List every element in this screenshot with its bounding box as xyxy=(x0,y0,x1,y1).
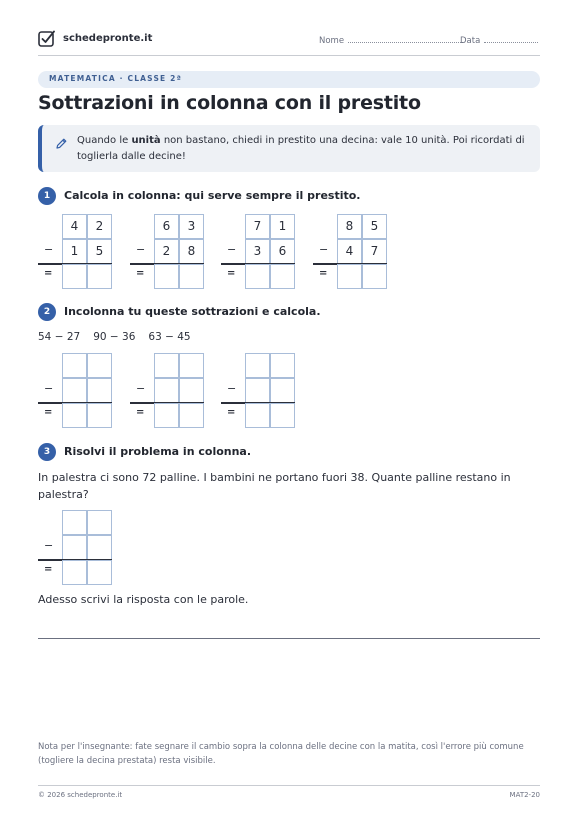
brand-name: schedepronte.it xyxy=(63,33,153,44)
date-line[interactable] xyxy=(484,35,538,43)
bottom-units-cell[interactable] xyxy=(270,378,295,403)
section-title: Calcola in colonna: qui serve sempre il prestito. xyxy=(64,189,361,202)
section-number: 1 xyxy=(38,187,56,205)
column-subtraction xyxy=(221,214,295,289)
minus-sign: − xyxy=(319,243,329,256)
bottom-units-cell[interactable] xyxy=(87,535,112,560)
answer-units-cell[interactable] xyxy=(179,403,204,428)
tip-box xyxy=(38,125,540,172)
equals-sign: = xyxy=(319,268,328,279)
answer-units-cell[interactable] xyxy=(362,264,387,289)
section-number: 2 xyxy=(38,303,56,321)
answer-tens-cell[interactable] xyxy=(154,264,179,289)
top-units-cell[interactable] xyxy=(87,510,112,535)
bottom-units: 6 xyxy=(270,239,295,264)
top-units-cell[interactable] xyxy=(179,353,204,378)
page-title: Sottrazioni in colonna con il prestito xyxy=(38,92,421,114)
minus-sign: − xyxy=(227,243,237,256)
bottom-units-cell[interactable] xyxy=(179,378,204,403)
operation: 54 − 27 xyxy=(38,331,81,343)
bottom-units: 5 xyxy=(87,239,112,264)
column-subtraction xyxy=(38,214,112,289)
minus-sign: − xyxy=(44,382,54,395)
section-title: Incolonna tu queste sottrazioni e calcola. xyxy=(64,305,321,318)
top-tens: 8 xyxy=(337,214,362,239)
operation: 90 − 36 xyxy=(93,331,136,343)
top-tens: 7 xyxy=(245,214,270,239)
answer-tens-cell[interactable] xyxy=(154,403,179,428)
operation: 63 − 45 xyxy=(148,331,191,343)
top-units: 1 xyxy=(270,214,295,239)
bottom-tens-cell[interactable] xyxy=(154,378,179,403)
bottom-units-cell[interactable] xyxy=(87,378,112,403)
answer-units-cell[interactable] xyxy=(87,264,112,289)
subject-tag xyxy=(38,71,540,88)
answer-tens-cell[interactable] xyxy=(245,264,270,289)
top-tens: 4 xyxy=(62,214,87,239)
name-label: Nome xyxy=(319,36,345,46)
page-footer xyxy=(38,785,540,799)
top-units: 5 xyxy=(362,214,387,239)
top-tens-cell[interactable] xyxy=(62,353,87,378)
answer-units-cell[interactable] xyxy=(270,264,295,289)
top-tens-cell[interactable] xyxy=(154,353,179,378)
equals-sign: = xyxy=(136,407,145,418)
minus-sign: − xyxy=(136,243,146,256)
top-units: 3 xyxy=(179,214,204,239)
top-tens-cell[interactable] xyxy=(62,510,87,535)
answer-tens-cell[interactable] xyxy=(62,560,87,585)
bottom-tens-cell[interactable] xyxy=(62,535,87,560)
date-field[interactable] xyxy=(460,35,538,46)
name-field[interactable] xyxy=(319,35,463,46)
top-units-cell[interactable] xyxy=(87,353,112,378)
answer-tens-cell[interactable] xyxy=(337,264,362,289)
answer-tens-cell[interactable] xyxy=(62,403,87,428)
answer-units-cell[interactable] xyxy=(87,560,112,585)
top-tens-cell[interactable] xyxy=(245,353,270,378)
bottom-units: 8 xyxy=(179,239,204,264)
minus-sign: − xyxy=(227,382,237,395)
tip-text-bold: unità xyxy=(131,135,161,146)
answer-prompt: Adesso scrivi la risposta con le parole. xyxy=(38,593,249,606)
answer-units-cell[interactable] xyxy=(87,403,112,428)
teacher-note: Nota per l'insegnante: fate segnare il cambio sopra la colonna delle decine con la matita, così l'errore più comune (togliere la decina prestata) resta visibile. xyxy=(38,742,524,766)
bottom-tens: 2 xyxy=(154,239,179,264)
answer-tens-cell[interactable] xyxy=(245,403,270,428)
operations-list xyxy=(38,331,204,343)
empty-column-subtraction xyxy=(38,510,112,585)
minus-sign: − xyxy=(44,539,54,552)
tip-text-end: non bastano, chiedi in prestito una decina: vale 10 unità. Poi ricordati di toglierla dalle decine! xyxy=(77,135,525,162)
copyright: © 2026 schedepronte.it xyxy=(38,791,123,799)
word-problem: In palestra ci sono 72 palline. I bambini ne portano fuori 38. Quante palline restano in palestra? xyxy=(38,471,511,501)
tip-text-start: Quando le xyxy=(77,135,132,146)
date-label: Data xyxy=(460,36,481,46)
answer-units-cell[interactable] xyxy=(270,403,295,428)
top-tens: 6 xyxy=(154,214,179,239)
equals-sign: = xyxy=(136,268,145,279)
minus-sign: − xyxy=(136,382,146,395)
equals-sign: = xyxy=(227,407,236,418)
bottom-tens: 3 xyxy=(245,239,270,264)
section-title: Risolvi il problema in colonna. xyxy=(64,445,252,458)
column-subtraction xyxy=(313,214,387,289)
section-number: 3 xyxy=(38,443,56,461)
page-header xyxy=(38,30,540,56)
worksheet-code: MAT2-20 xyxy=(509,791,540,799)
top-units: 2 xyxy=(87,214,112,239)
empty-column-subtraction xyxy=(221,353,295,428)
tip-text xyxy=(77,133,532,165)
answer-units-cell[interactable] xyxy=(179,264,204,289)
empty-column-subtraction xyxy=(38,353,112,428)
column-subtraction xyxy=(130,214,204,289)
pencil-icon xyxy=(55,137,68,150)
empty-column-subtraction xyxy=(130,353,204,428)
subject-tag-label: MATEMATICA · CLASSE 2ª xyxy=(49,74,183,83)
checkbox-logo-icon xyxy=(38,30,55,48)
bottom-tens-cell[interactable] xyxy=(245,378,270,403)
equals-sign: = xyxy=(44,564,53,575)
bottom-tens: 4 xyxy=(337,239,362,264)
top-units-cell[interactable] xyxy=(270,353,295,378)
bottom-tens-cell[interactable] xyxy=(62,378,87,403)
equals-sign: = xyxy=(227,268,236,279)
answer-tens-cell[interactable] xyxy=(62,264,87,289)
equals-sign: = xyxy=(44,407,53,418)
bottom-units: 7 xyxy=(362,239,387,264)
equals-sign: = xyxy=(44,268,53,279)
bottom-tens: 1 xyxy=(62,239,87,264)
name-line[interactable] xyxy=(348,35,463,43)
minus-sign: − xyxy=(44,243,54,256)
answer-line[interactable] xyxy=(38,638,540,639)
